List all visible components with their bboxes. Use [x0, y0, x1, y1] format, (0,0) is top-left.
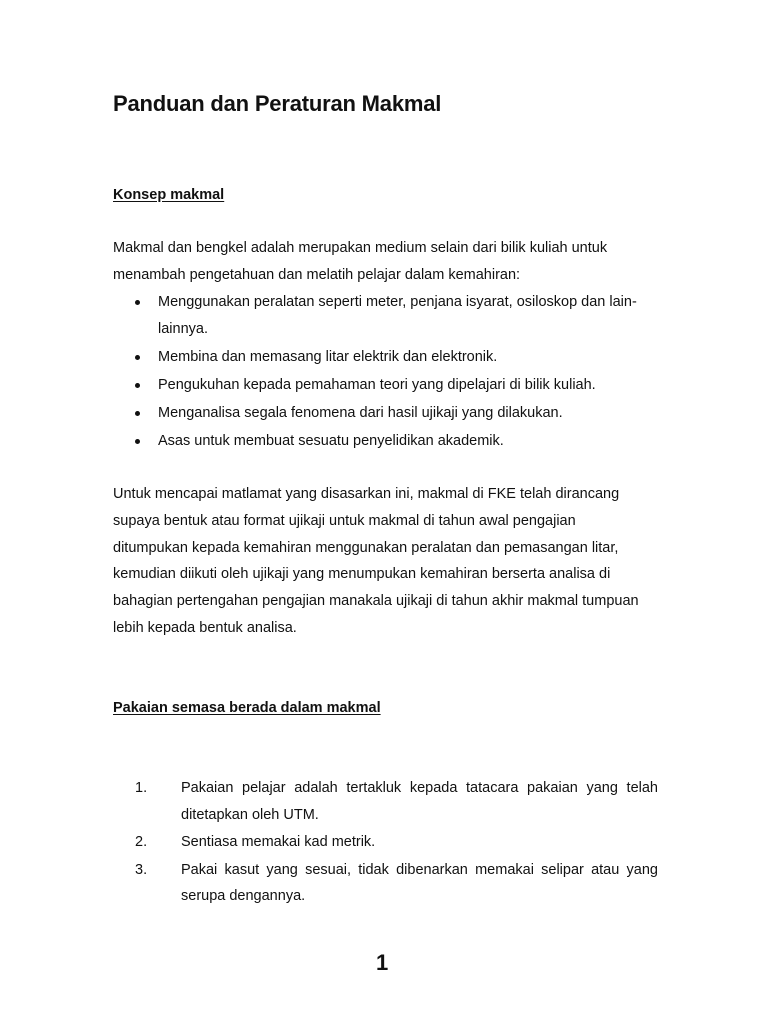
list-item	[113, 857, 658, 910]
body-paragraph: Untuk mencapai matlamat yang disasarkan ini, makmal di FKE telah dirancang supaya bentuk atau format ujikaji untuk makmal di tahun awal pengajian ditumpukan kepada kemahiran menggunakan peralatan dan pemasangan litar, kemudian diikuti oleh ujikaji yang menumpukan kemahiran berserta analisa di bahagian pertengahan pengajian manakala ujikaji di tahun akhir makmal tumpuan lebih kepada bentuk analisa.	[113, 486, 639, 636]
bullet-icon	[135, 411, 140, 416]
list-item	[113, 289, 653, 343]
list-item	[113, 775, 658, 828]
bullet-text: Asas untuk membuat sesuatu penyelidikan akademik.	[158, 433, 504, 449]
list-number: 2.	[135, 834, 148, 850]
intro-paragraph: Makmal dan bengkel adalah merupakan medium selain dari bilik kuliah untuk menambah pengetahuan dan melatih pelajar dalam kemahiran:	[113, 240, 608, 283]
bullet-text: Pengukuhan kepada pemahaman teori yang dipelajari di bilik kuliah.	[158, 377, 596, 393]
bullet-icon	[135, 439, 140, 444]
clothing-rules-list	[113, 775, 658, 911]
bullet-text: Menggunakan peralatan seperti meter, penjana isyarat, osiloskop dan lain-lainnya.	[158, 294, 637, 337]
list-item-text: Sentiasa memakai kad metrik.	[181, 834, 376, 850]
list-item	[113, 428, 653, 455]
bullet-text: Menganalisa segala fenomena dari hasil ujikaji yang dilakukan.	[158, 405, 563, 421]
list-item	[113, 344, 653, 371]
page-number: 1	[376, 950, 389, 975]
concept-bullet-list	[113, 289, 653, 456]
list-item-text: Pakai kasut yang sesuai, tidak dibenarkan memakai selipar atau yang serupa dengannya.	[181, 861, 658, 904]
bullet-icon	[135, 383, 140, 388]
list-number: 3.	[135, 861, 148, 878]
list-item	[113, 372, 653, 399]
list-number: 1.	[135, 780, 148, 796]
bullet-icon	[135, 355, 140, 360]
section-heading-konsep: Konsep makmal	[113, 187, 225, 203]
document-title: Panduan dan Peraturan Makmal	[113, 91, 442, 116]
bullet-text: Membina dan memasang litar elektrik dan elektronik.	[158, 349, 498, 365]
list-item	[113, 400, 653, 427]
list-item-text: Pakaian pelajar adalah tertakluk kepada tatacara pakaian yang telah ditetapkan oleh UTM.	[181, 780, 658, 823]
list-item	[113, 829, 658, 856]
bullet-icon	[135, 300, 140, 305]
section-heading-pakaian: Pakaian semasa berada dalam makmal	[113, 700, 381, 716]
